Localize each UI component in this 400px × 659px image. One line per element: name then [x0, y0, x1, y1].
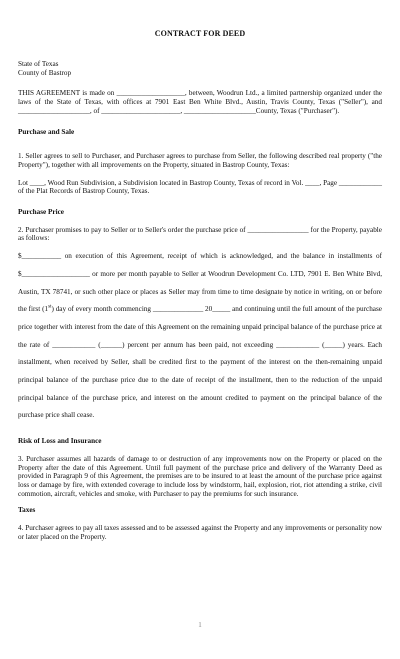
payment-terms [18, 248, 382, 425]
paragraph-3: 3. Purchaser assumes all hazards of damage to or destruction of any improvements now on the Property or placed on the Property after the date of this Agreement. Until full payment of the purchase price and delivery of the Warranty Deed as provided in Paragraph 9 of this Agreement, the premises are to be insured to at least the amount of the purchase price against loss or damage by fire, with extended coverage to include loss by windstorm, hail, explosion, riot, riot attending a strike, civil commotion, aircraft, vehicles and smoke, with Purchaser to pay the premiums for such insurance. [18, 454, 382, 498]
document-title: CONTRACT FOR DEED [154, 29, 246, 38]
header-state: State of Texas [18, 60, 59, 68]
heading-purchase-price: Purchase Price [18, 208, 64, 217]
intro-paragraph: THIS AGREEMENT is made on ___________________, between, Woodrun Ltd., a limited partnership organized under the laws of the State of Texas, with offices at 7901 East Ben White Blvd., Austin, Travis County, Texas ("Seller"), and ____________________, of ______________________, ____________________County, Texas ("Purchaser"). [18, 89, 382, 115]
lot-description: Lot ____, Wood Run Subdivision, a Subdivision located in Bastrop County, Texas of record in Vol. ____, Page ____________ of the Plat Records of Bastrop County, Texas. [18, 178, 382, 196]
paragraph-1: 1. Seller agrees to sell to Purchaser, and Purchaser agrees to purchase from Seller, the following described real property ("the Property"), together with all improvements on the Property, situated in Bastrop County, Texas: [18, 152, 382, 169]
payment-terms-part-a: $___________ on execution of this Agreement, receipt of which is acknowledged, and the balance in installments of $___________________ or more per month payable to Seller at Woodrun Development Co. LTD, 7901 E. Ben White Blvd, Austin, TX 78741, or such other place or places as Seller may from time to time designate by notice in writing, on or before the first (1 [18, 252, 382, 314]
header-county: County of Bastrop [18, 68, 72, 77]
document-body [18, 60, 382, 542]
page-number: 1 [198, 621, 202, 629]
heading-risk-of-loss: Risk of Loss and Insurance [18, 437, 102, 446]
payment-terms-part-b: ) day of every month commencing ______________ 20_____ and continuing until the full amount of the purchase price together with interest from the date of this Agreement on the remaining unpaid principal balance of the purchase price at the rate of ____________ (______) percent per annum has been paid, not exceeding ____________ (_____) years. Each installment, when received by Seller, shall be credited first to the payment of the interest on the then-remaining unpaid principal balance of the purchase price due to the date of receipt of the installment, then to the reduction of the unpaid principal balance of the purchase price, and interest on the amount credited to payment on the principal balance of the purchase price shall cease. [18, 305, 382, 420]
heading-purchase-sale: Purchase and Sale [18, 127, 75, 136]
ordinal-suffix: st [48, 304, 52, 310]
paragraph-4: 4. Purchaser agrees to pay all taxes assessed and to be assessed against the Property and any improvements or personality now or later placed on the Property. [18, 524, 382, 541]
paragraph-2: 2. Purchaser promises to pay to Seller or to Seller's order the purchase price of _________________ for the Property, payable as follows: [18, 225, 382, 243]
heading-taxes: Taxes [18, 506, 36, 515]
